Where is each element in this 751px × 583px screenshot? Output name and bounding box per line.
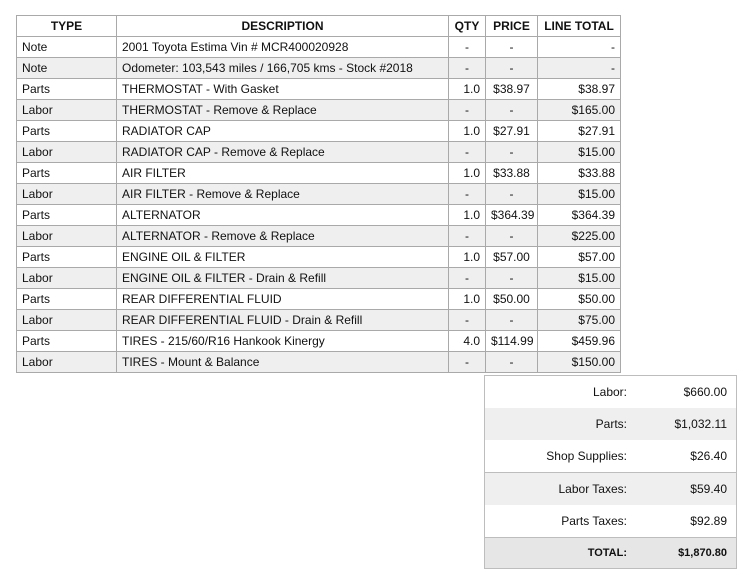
cell-description: TIRES - Mount & Balance — [117, 352, 449, 373]
cell-type: Labor — [17, 100, 117, 121]
cell-qty: - — [449, 226, 486, 247]
table-row — [17, 268, 621, 289]
totals-panel — [484, 375, 737, 569]
cell-price: $114.99 — [486, 331, 538, 352]
table-row — [17, 205, 621, 226]
cell-line-total: $33.88 — [538, 163, 621, 184]
column-header-line-total: LINE TOTAL — [538, 16, 621, 37]
cell-qty: - — [449, 352, 486, 373]
table-row — [17, 331, 621, 352]
cell-price: $364.39 — [486, 205, 538, 226]
column-header-description: DESCRIPTION — [117, 16, 449, 37]
cell-description: RADIATOR CAP - Remove & Replace — [117, 142, 449, 163]
cell-qty: 1.0 — [449, 163, 486, 184]
cell-qty: - — [449, 58, 486, 79]
cell-qty: - — [449, 310, 486, 331]
labor-total-label: Labor: — [592, 385, 627, 399]
cell-qty: 1.0 — [449, 247, 486, 268]
cell-description: ENGINE OIL & FILTER — [117, 247, 449, 268]
cell-price: - — [486, 268, 538, 289]
cell-type: Labor — [17, 310, 117, 331]
cell-description: AIR FILTER - Remove & Replace — [117, 184, 449, 205]
table-row — [17, 226, 621, 247]
table-row — [17, 142, 621, 163]
cell-price: $33.88 — [486, 163, 538, 184]
cell-description: TIRES - 215/60/R16 Hankook Kinergy — [117, 331, 449, 352]
cell-description: ALTERNATOR - Remove & Replace — [117, 226, 449, 247]
cell-line-total: $27.91 — [538, 121, 621, 142]
cell-qty: 1.0 — [449, 121, 486, 142]
cell-price: - — [486, 310, 538, 331]
parts-total-row — [485, 408, 736, 440]
table-row — [17, 310, 621, 331]
cell-line-total: $75.00 — [538, 310, 621, 331]
cell-type: Parts — [17, 205, 117, 226]
cell-line-total: $165.00 — [538, 100, 621, 121]
cell-qty: 4.0 — [449, 331, 486, 352]
table-body — [17, 37, 621, 373]
shop-supplies-row — [485, 440, 736, 472]
labor-taxes-value: $59.40 — [690, 482, 727, 496]
cell-price: - — [486, 226, 538, 247]
shop-supplies-label: Shop Supplies: — [546, 449, 627, 463]
table-row — [17, 37, 621, 58]
labor-taxes-row — [485, 472, 736, 505]
cell-description: RADIATOR CAP — [117, 121, 449, 142]
cell-description: REAR DIFFERENTIAL FLUID — [117, 289, 449, 310]
cell-price: $27.91 — [486, 121, 538, 142]
cell-qty: - — [449, 268, 486, 289]
cell-type: Parts — [17, 289, 117, 310]
table-row — [17, 184, 621, 205]
cell-line-total: $364.39 — [538, 205, 621, 226]
grand-total-value: $1,870.80 — [678, 547, 727, 559]
cell-line-total: - — [538, 37, 621, 58]
cell-line-total: $50.00 — [538, 289, 621, 310]
cell-type: Labor — [17, 352, 117, 373]
cell-qty: 1.0 — [449, 205, 486, 226]
table-row — [17, 247, 621, 268]
cell-price: $57.00 — [486, 247, 538, 268]
cell-line-total: $225.00 — [538, 226, 621, 247]
cell-price: - — [486, 58, 538, 79]
table-row — [17, 163, 621, 184]
cell-price: $38.97 — [486, 79, 538, 100]
column-header-price: PRICE — [486, 16, 538, 37]
cell-line-total: $38.97 — [538, 79, 621, 100]
cell-line-total: $15.00 — [538, 142, 621, 163]
cell-qty: - — [449, 100, 486, 121]
cell-price: - — [486, 37, 538, 58]
cell-description: 2001 Toyota Estima Vin # MCR400020928 — [117, 37, 449, 58]
cell-line-total: $15.00 — [538, 184, 621, 205]
cell-price: - — [486, 100, 538, 121]
cell-type: Parts — [17, 121, 117, 142]
labor-taxes-label: Labor Taxes: — [558, 482, 627, 496]
cell-price: $50.00 — [486, 289, 538, 310]
cell-price: - — [486, 184, 538, 205]
cell-price: - — [486, 142, 538, 163]
cell-type: Note — [17, 58, 117, 79]
cell-type: Parts — [17, 331, 117, 352]
cell-description: ALTERNATOR — [117, 205, 449, 226]
cell-line-total: $150.00 — [538, 352, 621, 373]
grand-total-label: TOTAL: — [587, 547, 627, 559]
line-items-table — [16, 15, 621, 373]
cell-line-total: - — [538, 58, 621, 79]
cell-description: THERMOSTAT - With Gasket — [117, 79, 449, 100]
cell-line-total: $15.00 — [538, 268, 621, 289]
table-row — [17, 100, 621, 121]
parts-total-label: Parts: — [595, 417, 627, 431]
shop-supplies-value: $26.40 — [690, 449, 727, 463]
cell-type: Parts — [17, 163, 117, 184]
table-row — [17, 58, 621, 79]
cell-description: REAR DIFFERENTIAL FLUID - Drain & Refill — [117, 310, 449, 331]
cell-type: Parts — [17, 247, 117, 268]
cell-description: THERMOSTAT - Remove & Replace — [117, 100, 449, 121]
grand-total-row — [485, 537, 736, 568]
table-row — [17, 121, 621, 142]
parts-taxes-value: $92.89 — [690, 514, 727, 528]
cell-type: Labor — [17, 142, 117, 163]
cell-qty: - — [449, 184, 486, 205]
cell-type: Labor — [17, 184, 117, 205]
cell-qty: 1.0 — [449, 79, 486, 100]
cell-line-total: $459.96 — [538, 331, 621, 352]
cell-type: Labor — [17, 226, 117, 247]
parts-taxes-row — [485, 505, 736, 537]
cell-price: - — [486, 352, 538, 373]
cell-type: Parts — [17, 79, 117, 100]
labor-total-value: $660.00 — [683, 385, 727, 399]
table-row — [17, 79, 621, 100]
cell-qty: 1.0 — [449, 289, 486, 310]
table-header-row — [17, 16, 621, 37]
cell-description: ENGINE OIL & FILTER - Drain & Refill — [117, 268, 449, 289]
cell-line-total: $57.00 — [538, 247, 621, 268]
labor-total-row — [485, 376, 736, 408]
parts-total-value: $1,032.11 — [674, 417, 727, 431]
cell-description: AIR FILTER — [117, 163, 449, 184]
table-row — [17, 289, 621, 310]
column-header-qty: QTY — [449, 16, 486, 37]
cell-type: Note — [17, 37, 117, 58]
cell-description: Odometer: 103,543 miles / 166,705 kms - Stock #2018 — [117, 58, 449, 79]
cell-type: Labor — [17, 268, 117, 289]
table-row — [17, 352, 621, 373]
parts-taxes-label: Parts Taxes: — [561, 514, 627, 528]
cell-qty: - — [449, 142, 486, 163]
cell-qty: - — [449, 37, 486, 58]
column-header-type: TYPE — [17, 16, 117, 37]
